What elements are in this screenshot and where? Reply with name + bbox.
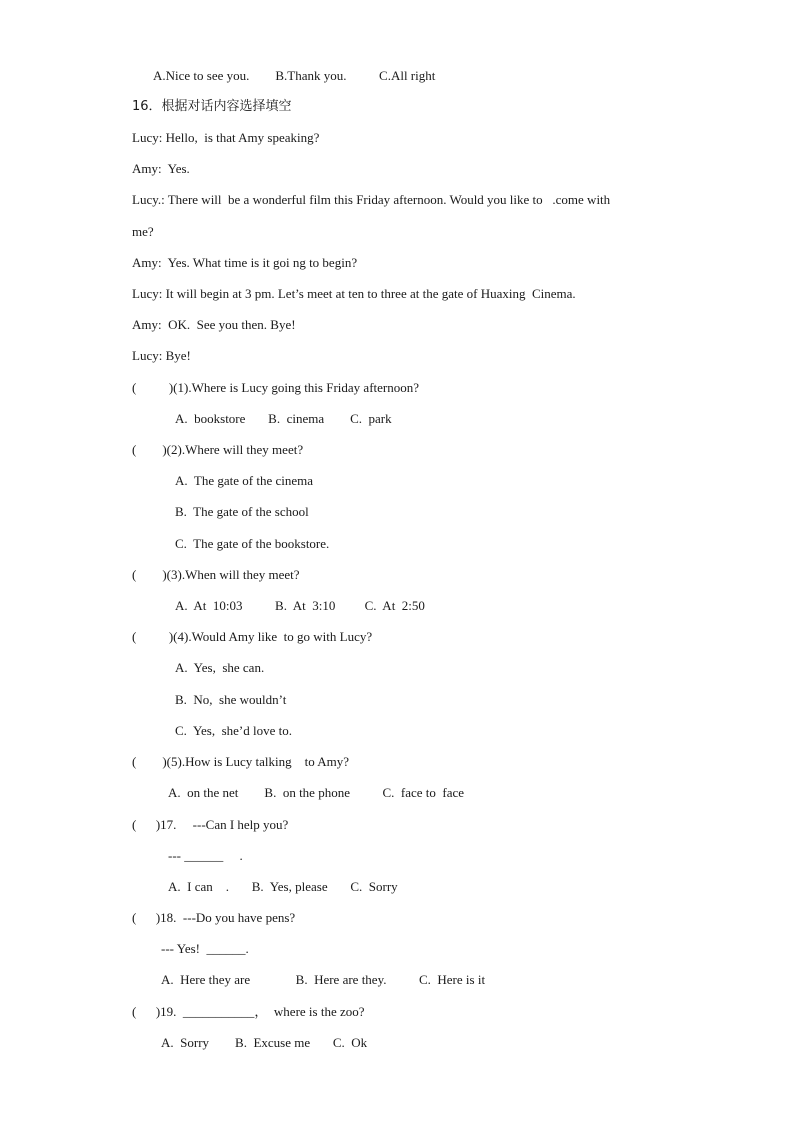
q16-5-options: A. on the net B. on the phone C. face to face [168, 785, 465, 800]
q16-2-option-c: C. The gate of the bookstore. [175, 536, 330, 551]
q19-question: ( )19. ___________， where is the zoo? [132, 1004, 365, 1019]
dialogue-line-2: Amy: Yes. [132, 161, 190, 176]
q16-3-options: A. At 10:03 B. At 3:10 C. At 2:50 [175, 598, 425, 613]
dialogue-line-7: Lucy: Bye! [132, 348, 191, 363]
q16-heading: 16．根据对话内容选择填空 [132, 99, 292, 114]
dialogue-line-3-cont: me? [132, 224, 154, 239]
q16-4-option-a: A. Yes, she can. [175, 660, 265, 675]
q16-3-question: ( )(3).When will they meet? [132, 567, 300, 582]
q15-options: A.Nice to see you. B.Thank you. C.All right [153, 68, 436, 83]
q16-4-option-c: C. Yes, she’d love to. [175, 723, 293, 738]
q19-options: A. Sorry B. Excuse me C. Ok [161, 1035, 368, 1050]
q16-4-option-b: B. No, she wouldn’t [175, 692, 287, 707]
q16-2-option-b: B. The gate of the school [175, 504, 309, 519]
dialogue-line-3: Lucy.: There will be a wonderful film this Friday afternoon. Would you like to .come with [132, 192, 611, 207]
q16-2-option-a: A. The gate of the cinema [175, 473, 314, 488]
q16-5-question: ( )(5).How is Lucy talking to Amy? [132, 754, 349, 769]
q17-options: A. I can . B. Yes, please C. Sorry [168, 879, 398, 894]
q16-1-question: ( )(1).Where is Lucy going this Friday afternoon? [132, 380, 420, 395]
q18-options: A. Here they are B. Here are they. C. Here is it [161, 972, 486, 987]
dialogue-line-1: Lucy: Hello, is that Amy speaking? [132, 130, 320, 145]
q16-1-options: A. bookstore B. cinema C. park [175, 411, 392, 426]
q16-4-question: ( )(4).Would Amy like to go with Lucy? [132, 629, 373, 644]
q18-question: ( )18. ---Do you have pens? [132, 910, 296, 925]
q18-answer-blank: --- Yes! ______. [161, 941, 249, 956]
q16-2-question: ( )(2).Where will they meet? [132, 442, 304, 457]
dialogue-line-4: Amy: Yes. What time is it goi ng to begin? [132, 255, 358, 270]
q17-answer-blank: --- ______ . [168, 848, 243, 863]
dialogue-line-6: Amy: OK. See you then. Bye! [132, 317, 296, 332]
dialogue-line-5: Lucy: It will begin at 3 pm. Let’s meet at ten to three at the gate of Huaxing Cinema. [132, 286, 576, 301]
q17-question: ( )17. ---Can I help you? [132, 817, 289, 832]
